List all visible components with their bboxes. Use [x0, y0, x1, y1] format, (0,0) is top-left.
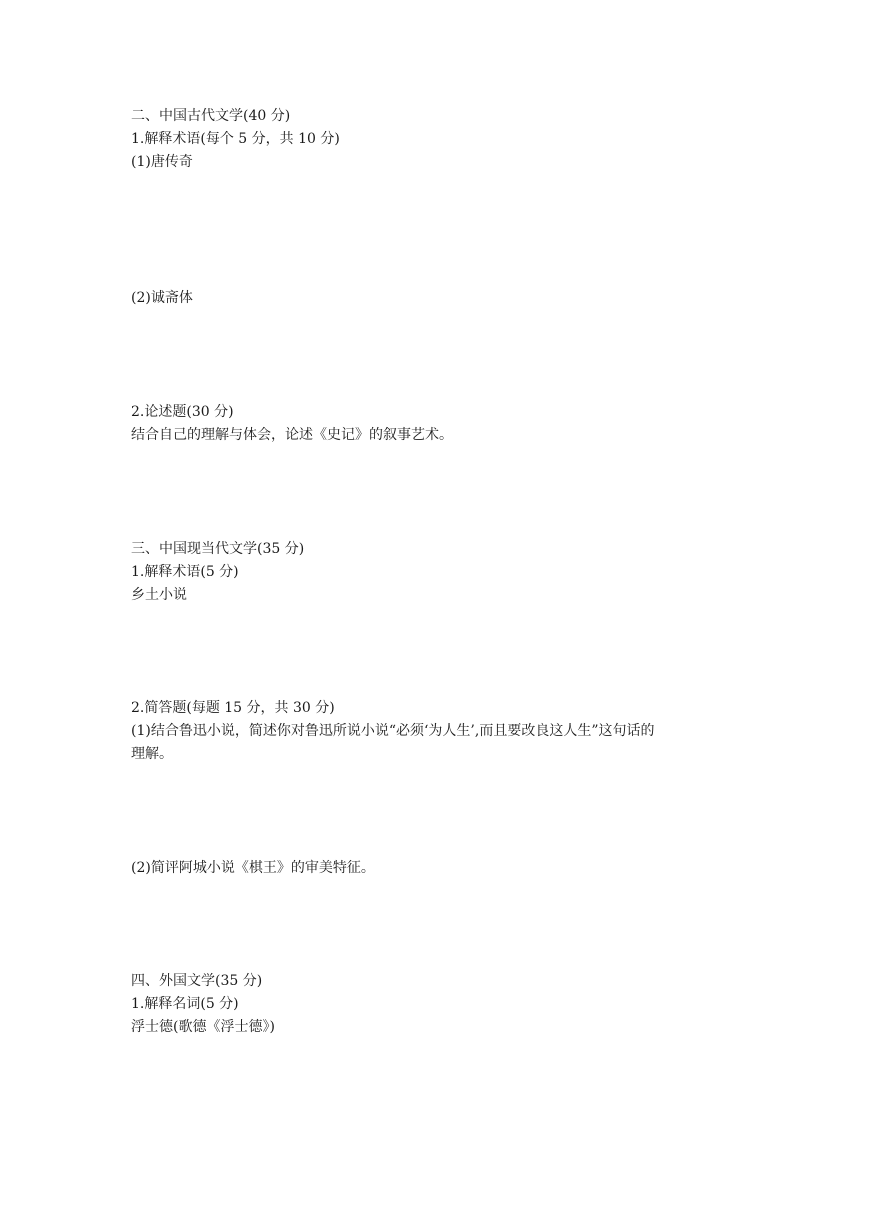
question-title-noun-explanation: 1.解释名词(5 分) [131, 996, 239, 1012]
question-title-term-explanation: 1.解释术语(每个 5 分，共 10 分) [131, 131, 340, 147]
question-title-essay: 2.论述题(30 分) [131, 404, 234, 420]
section-heading-ancient-literature: 二、中国古代文学(40 分) [131, 108, 291, 124]
question-item-faust: 浮士德(歌德《浮士德》) [131, 1019, 275, 1035]
question-title-term-explanation-modern: 1.解释术语(5 分) [131, 564, 239, 580]
question-item-luxun-line2: 理解。 [131, 746, 173, 762]
question-title-short-answer: 2.简答题(每题 15 分，共 30 分) [131, 700, 335, 716]
question-item-luxun-line1: (1)结合鲁迅小说，简述你对鲁迅所说小说“必须‘为人生’,而且要改良这人生”这句话的 [131, 723, 655, 739]
question-prompt-shiji: 结合自己的理解与体会，论述《史记》的叙事艺术。 [131, 427, 453, 443]
question-item-rural-fiction: 乡土小说 [131, 587, 187, 603]
section-heading-modern-literature: 三、中国现当代文学(35 分) [131, 541, 305, 557]
question-item-tang-chuanqi: (1)唐传奇 [131, 154, 193, 170]
question-item-chengzhai-style: (2)诚斋体 [131, 290, 193, 306]
section-heading-foreign-literature: 四、外国文学(35 分) [131, 973, 263, 989]
question-item-chess-king: (2)简评阿城小说《棋王》的审美特征。 [131, 860, 375, 876]
